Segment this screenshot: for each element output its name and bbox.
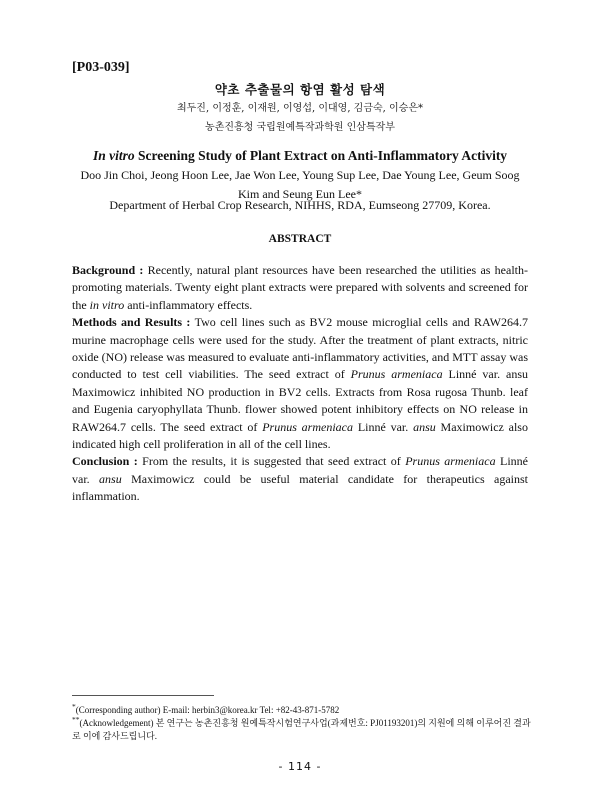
variety-name: ansu [413, 419, 436, 434]
korean-title: 약초 추출물의 항염 활성 탐색 [214, 82, 386, 97]
english-title [0, 148, 600, 164]
korean-authors: 최두진, 이정훈, 이재원, 이영섭, 이대영, 김금숙, 이승은* [176, 103, 423, 114]
abstract-body [72, 262, 528, 506]
methods-text: Two cell lines such as BV2 mouse microglial cells and RAW264.7 murine macrophage cells were used for the study. After the treatment of plant extracts, nitric oxide (NO) release was measured to evaluate anti-inflammatory activities, and MTT assay was conducted to test cell viabilities. The seed extract of [72, 315, 528, 382]
methods-paragraph [72, 314, 528, 453]
methods-label: Methods and Results : [72, 315, 191, 330]
methods-text: Linné var. [353, 419, 414, 434]
korean-affiliation: 농촌진흥청 국립원예특작과학원 인삼특작부 [205, 122, 395, 133]
conclusion-text: From the results, it is suggested that seed extract of [137, 454, 406, 469]
background-paragraph [72, 262, 528, 314]
conclusion-text: Linné var. [72, 454, 528, 486]
footnote-text: (Acknowledgement) 본 연구는 농촌진흥청 원예특작시험연구사업(과제번호: PJ01193201)의 지원에 의해 이루어진 결과로 이에 감사드립니다. [72, 718, 531, 741]
background-italic: in vitro [89, 297, 125, 312]
methods-text: Maximowicz also indicated high cell proliferation in all of the cell lines. [72, 419, 528, 452]
variety-name: ansu [99, 471, 122, 486]
page-number: - 114 - [278, 760, 322, 773]
species-name: Prunus armeniaca [405, 454, 496, 469]
footnote-acknowledgement [72, 713, 532, 743]
footnote-mark: ** [72, 715, 80, 724]
conclusion-text: Maximowicz could be useful material candidate for therapeutics against inflammation. [72, 471, 528, 504]
abstract-code: [P03-039] [72, 60, 130, 75]
species-name: Prunus armeniaca [350, 367, 443, 382]
footnote-text: (Corresponding author) E-mail: herbin3@korea.kr Tel: +82-43-871-5782 [75, 705, 340, 715]
methods-text: Linné var. ansu Maximowicz inhibited NO production in BV2 cells. Extracts from Rosa rugosa Thunb. leaf and Eugenia caryophyllata Thunb. flower showed potent inhibitory effects on NO release in RAW264.7 cells. The seed extract of [72, 367, 528, 434]
abstract-heading: ABSTRACT [268, 233, 332, 245]
english-title-rest: Screening Study of Plant Extract on Anti-Inflammatory Activity [134, 148, 508, 163]
footnote-divider [72, 695, 214, 696]
background-label: Background : [72, 263, 144, 277]
conclusion-paragraph [72, 453, 528, 505]
background-text-end: anti-inflammatory effects. [124, 297, 253, 312]
english-title-italic: In vitro [92, 148, 135, 163]
english-affiliation: Department of Herbal Crop Research, NIHHS, RDA, Eumseong 27709, Korea. [109, 198, 491, 212]
species-name: Prunus armeniaca [262, 419, 354, 434]
english-authors: Doo Jin Choi, Jeong Hoon Lee, Jae Won Lee, Young Sup Lee, Dae Young Lee, Geum Soog Kim and Seung Eun Lee* [80, 168, 520, 201]
conclusion-label: Conclusion : [72, 454, 138, 469]
background-text: Recently, natural plant resources have been researched the utilities as health-promoting materials. Twenty eight plant extracts were prepared with solvents and screened for the [72, 263, 529, 312]
footnote-mark: * [72, 702, 76, 711]
